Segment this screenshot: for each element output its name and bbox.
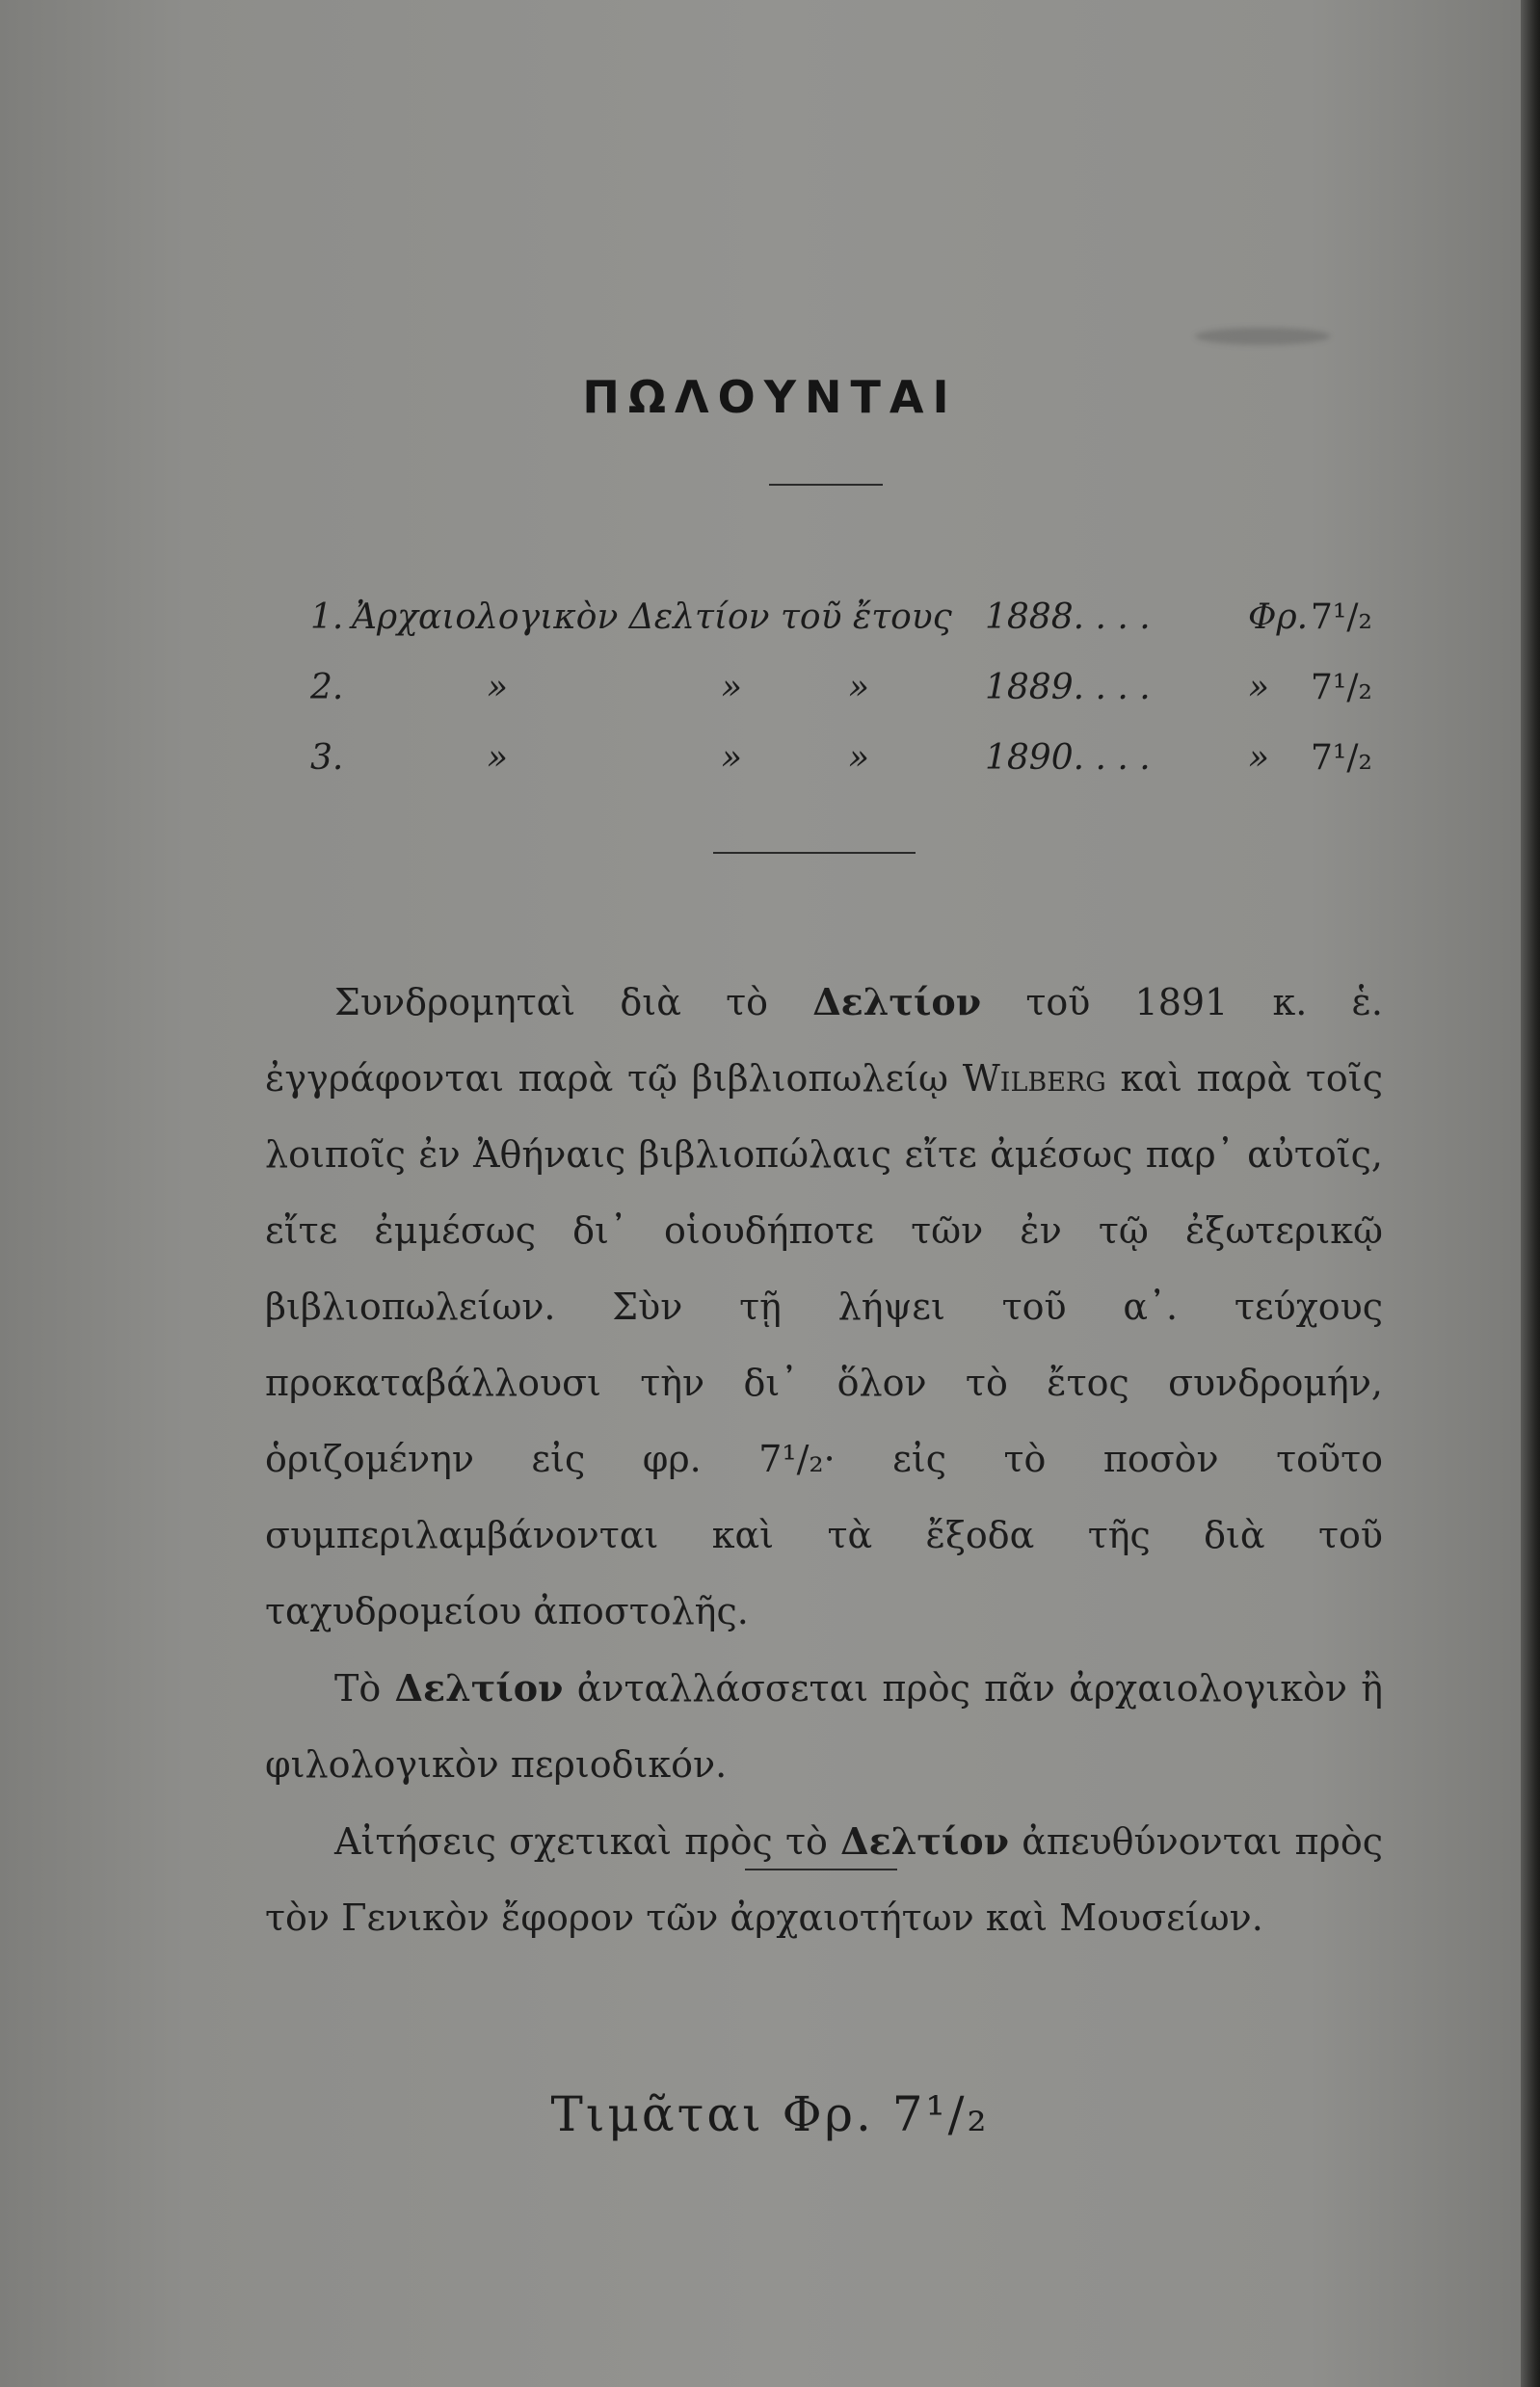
item-number: 3. — [310, 738, 344, 778]
divider-rule — [745, 1869, 897, 1870]
divider-rule — [713, 852, 916, 854]
text-run: Τὸ — [334, 1667, 395, 1710]
list-item — [0, 738, 1540, 792]
text-run: ἀπευθύνονται πρὸς τὸν Γενικὸν ἔφορον τῶν ἀρχαιοτήτων καὶ Μουσείων. — [265, 1820, 1384, 1939]
item-currency: Φρ. — [1248, 597, 1309, 637]
page-title: ΠΩΛΟΥΝΤΑΙ — [582, 371, 958, 423]
ditto-mark: » — [721, 668, 743, 707]
requests-paragraph — [265, 1803, 1383, 1956]
text-run: ἀνταλλάσσεται πρὸς πᾶν ἀρχαιολογικὸν ἢ φιλολογικὸν περιοδικόν. — [265, 1667, 1383, 1786]
bulletin-name: Δελτίον — [812, 980, 982, 1023]
text-run: καὶ παρὰ τοῖς λοιποῖς ἐν Ἀθήναις βιβλιοπώλαις εἴτε ἀμέσως παρ᾽ αὐτοῖς, εἴτε ἐμμέσως δι᾽ οἱουδήποτε τῶν ἐν τῷ ἐξωτερικῷ βιβλιοπωλείων. Σὺν τῇ λήψει τοῦ α᾽. τεύχους προκαταβάλλουσι τὴν δι᾽ ὅλον τὸ ἔτος συνδρομήν, ὁριζομένην εἰς φρ. 7¹/₂· εἰς τὸ ποσὸν τοῦτο συμπεριλαμβάνονται καὶ τὰ ἔξοδα τῆς διὰ τοῦ ταχυδρομείου ἀποστολῆς. — [265, 1057, 1383, 1632]
item-title: Ἀρχαιολογικὸν Δελτίον τοῦ ἔτους — [352, 597, 952, 637]
item-year: 1890. . . . — [985, 738, 1151, 778]
item-currency: » — [1248, 738, 1270, 778]
divider-rule — [769, 484, 883, 486]
item-price: 7¹/₂ — [1311, 597, 1372, 637]
item-number: 1. — [310, 597, 344, 637]
text-run: τοῦ 1891 κ. ἑ. ἐγγράφονται παρὰ τῷ βιβλιοπωλείῳ — [265, 981, 1383, 1100]
bulletin-name: Δελτίον — [840, 1819, 1010, 1863]
page-edge-shadow — [1521, 0, 1540, 2387]
notice-text — [265, 964, 1383, 1956]
ditto-mark: » — [487, 668, 509, 707]
exchange-paragraph — [265, 1650, 1383, 1803]
text-run: Αἰτήσεις σχετικαὶ πρὸς τὸ — [334, 1820, 841, 1863]
ditto-mark: » — [721, 738, 743, 778]
bulletin-name: Δελτίον — [394, 1666, 564, 1710]
item-year: 1889. . . . — [985, 668, 1151, 707]
list-item — [0, 597, 1540, 651]
item-currency: » — [1248, 668, 1270, 707]
item-number: 2. — [310, 668, 344, 707]
subscription-paragraph — [265, 964, 1383, 1650]
text-run: Συνδρομηταὶ διὰ τὸ — [334, 981, 813, 1023]
ditto-mark: » — [487, 738, 509, 778]
item-price: 7¹/₂ — [1311, 668, 1372, 707]
ink-smudge — [1195, 328, 1330, 345]
list-item — [0, 668, 1540, 722]
price-line: Τιμᾶται Φρ. 7¹/₂ — [550, 2086, 990, 2142]
ditto-mark: » — [848, 738, 870, 778]
item-price: 7¹/₂ — [1311, 738, 1372, 778]
item-year: 1888. . . . — [985, 597, 1151, 637]
ditto-mark: » — [848, 668, 870, 707]
bookseller-name: Wilberg — [962, 1057, 1106, 1100]
